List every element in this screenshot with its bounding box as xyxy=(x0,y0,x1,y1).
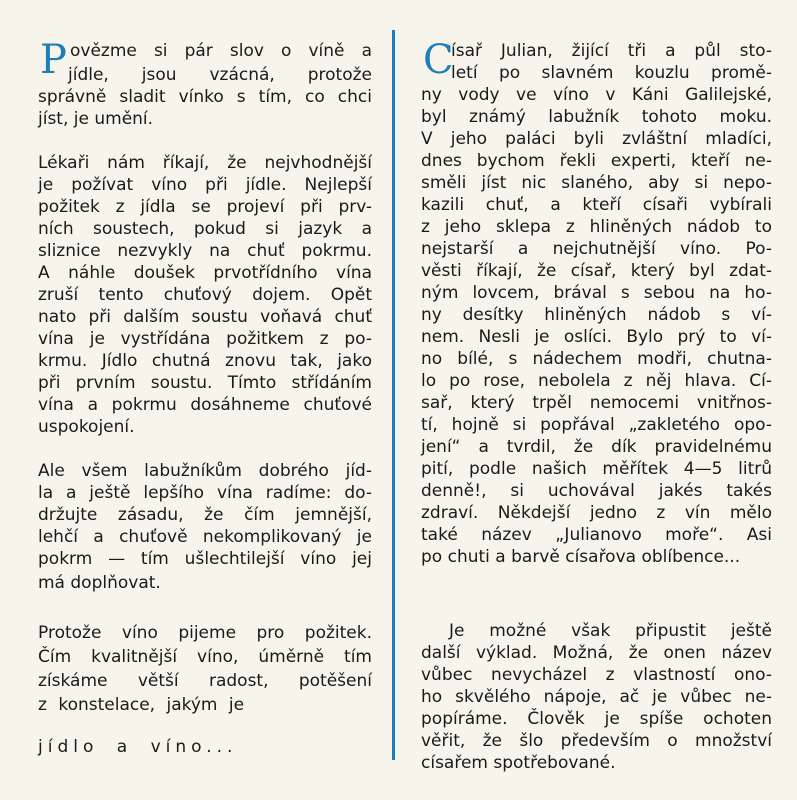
closing-phrase: jídlo a víno... xyxy=(38,737,238,757)
text-line: krmu. Jídlo chutná znovu tak, jako xyxy=(38,351,372,371)
text-line: vůbec nevycházel z vlastností ono- xyxy=(421,665,772,685)
text-line: ísař Julian, žijící tři a půl sto- xyxy=(451,41,772,61)
text-line: letí po slavném kouzlu promě- xyxy=(451,63,772,83)
text-line: požitek z jídla se projeví při prv- xyxy=(38,197,372,217)
drop-cap-p: P xyxy=(40,37,67,83)
text-line: lo po rose, nebolela z něj hlava. Cí- xyxy=(421,371,772,391)
text-line: také název „Julianovo moře“. Asi xyxy=(421,525,772,545)
text-line: tí, hojně si popřával „zakletého opo- xyxy=(421,415,772,435)
text-line: A náhle doušek prvotřídního vína xyxy=(38,263,372,283)
text-line: další výklad. Možná, že onen název xyxy=(421,643,772,663)
text-line: Je možné však připustit ještě xyxy=(449,621,772,641)
text-line: ho skvělého nápoje, ač je vůbec ne- xyxy=(421,687,772,707)
text-line: zdraví. Někdejší jedno z vín mělo xyxy=(421,503,772,523)
text-line: zruší tento chuťový dojem. Opět xyxy=(38,285,372,305)
text-line: Ale všem labužníkům dobrého jíd- xyxy=(38,461,372,481)
text-line: ních soustech, pokud si jazyk a xyxy=(38,219,372,239)
text-line: vína je vystřídána požitkem z po- xyxy=(38,329,372,349)
text-line: ovězme si pár slov o víně a xyxy=(70,41,372,61)
text-line: věsti říkají, že císař, který byl zdat- xyxy=(421,261,772,281)
text-line: nato při dalším soustu voňavá chuť xyxy=(38,307,372,327)
text-line: je požívat víno při jídle. Nejlepší xyxy=(38,175,372,195)
column-divider xyxy=(392,30,395,760)
text-line: Čím kvalitnější víno, úměrně tím xyxy=(38,647,372,667)
text-line: kazili chuť, a kteří císaři vybírali xyxy=(421,195,772,215)
text-line: ny desítky hliněných nádob s ví- xyxy=(421,305,772,325)
text-line: popíráme. Člověk je spíše ochoten xyxy=(421,709,772,729)
text-line: jení“ a tvrdil, že dík pravidelnému xyxy=(421,437,772,457)
text-line: při prvním soustu. Tímto střídáním xyxy=(38,373,372,393)
text-line: byl známý labužník tohoto moku. xyxy=(421,107,772,127)
text-line: no bílé, s nádechem modři, chutna- xyxy=(421,349,772,369)
text-line: dnes bychom řekli experti, kteří ne- xyxy=(421,151,772,171)
text-line: sař, který trpěl nemocemi vnitřnos- xyxy=(421,393,772,413)
text-line: sliznice nezvykly na chuť pokrmu. xyxy=(38,241,372,261)
text-line: la a ještě lepšího vína radíme: do- xyxy=(38,483,372,503)
text-line: ným lovcem, brával s sebou na ho- xyxy=(421,283,772,303)
text-line: nem. Nesli je oslíci. Bylo prý to ví- xyxy=(421,327,772,347)
text-line: císařem spotřebované. xyxy=(421,753,616,773)
text-line: ny vody ve víno v Káni Galilejské, xyxy=(421,85,772,105)
text-line: nejstarší a nejchutnější víno. Po- xyxy=(421,239,772,259)
text-line: lehčí a chuťově nekomplikovaný je xyxy=(38,527,372,547)
text-line: má doplňovat. xyxy=(38,573,161,593)
text-line: z konstelace, jakým je xyxy=(38,695,245,715)
drop-cap-c: C xyxy=(423,37,454,83)
text-line: denně!, si uchovával jakés takés xyxy=(421,481,772,501)
text-line: jídle, jsou vzácná, protože xyxy=(68,65,372,85)
text-line: po chuti a barvě císařova oblíbence... xyxy=(421,547,741,567)
text-line: věřit, že šlo především o množství xyxy=(421,731,772,751)
text-line: směli jíst nic slaného, aby si nepo- xyxy=(421,173,772,193)
text-line: získáme větší radost, potěšení xyxy=(38,671,372,691)
text-line: držujte zásadu, že čím jemnější, xyxy=(38,505,372,525)
text-line: jíst, je umění. xyxy=(38,109,154,129)
text-line: z jeho sklepa z hliněných nádob to xyxy=(421,217,772,237)
text-line: pití, podle našich měřítek 4—5 litrů xyxy=(421,459,772,479)
text-line: Lékaři nám říkají, že nejvhodnější xyxy=(38,153,372,173)
text-line: správně sladit vínko s tím, co chci xyxy=(38,87,372,107)
text-line: vína a pokrmu dosáhneme chuťové xyxy=(38,395,372,415)
text-line: V jeho paláci byli zvláštní mladíci, xyxy=(421,129,772,149)
text-line: uspokojení. xyxy=(38,417,135,437)
text-line: pokrm — tím ušlechtilejší víno jej xyxy=(38,549,372,569)
text-line: Protože víno pijeme pro požitek. xyxy=(38,623,372,643)
